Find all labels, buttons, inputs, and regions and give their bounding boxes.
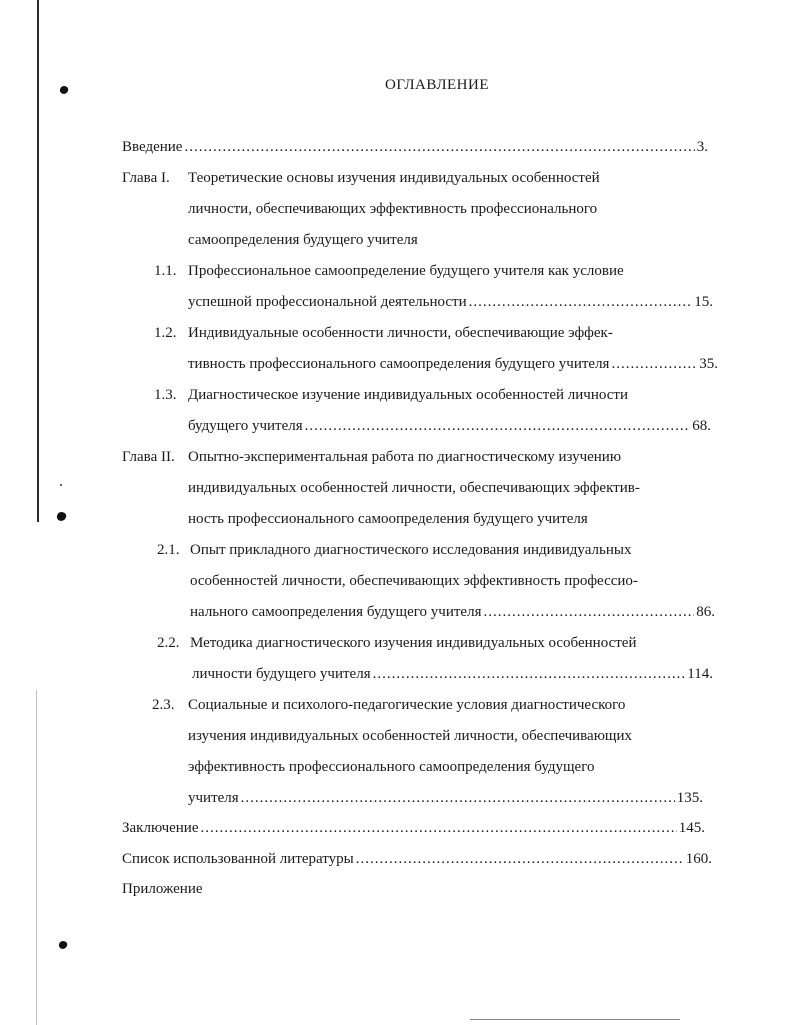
toc-entry-conclusion[interactable] [122, 817, 705, 839]
toc-page-number: 3. [696, 139, 708, 155]
toc-leader-dots [305, 415, 691, 437]
toc-line: Диагностическое изучение индивидуальных особенностей личности [188, 387, 628, 403]
scan-speck [60, 484, 62, 486]
toc-leader-dots [469, 291, 693, 313]
toc-line: Теоретические основы изучения индивидуальных особенностей [188, 170, 600, 186]
toc-line: индивидуальных особенностей личности, обеспечивающих эффектив- [188, 480, 640, 496]
binder-hole-mark-icon [58, 940, 68, 950]
toc-line: личности, обеспечивающих эффективность профессионального [188, 201, 598, 217]
toc-page-number: 68. [692, 418, 711, 434]
toc-page-number: 86. [696, 604, 715, 620]
toc-leader-dots [356, 848, 684, 870]
toc-label: Список использованной литературы [122, 851, 354, 867]
toc-page-number: 35. [699, 356, 718, 372]
toc-number: Глава I. [122, 170, 170, 186]
scan-margin-line-faint [36, 690, 37, 1025]
toc-leader-dots [483, 601, 694, 623]
toc-line: Социальные и психолого-педагогические условия диагностического [188, 697, 626, 713]
toc-last-line [188, 415, 711, 437]
toc-line: Профессиональное самоопределение будущего учителя как условие [188, 263, 624, 279]
toc-number: 1.1. [154, 263, 177, 279]
toc-page-number: 15. [694, 294, 713, 310]
toc-line: особенностей личности, обеспечивающих эффективность профессио- [190, 573, 638, 589]
toc-leader-dots [373, 663, 686, 685]
toc-page-number: 145. [678, 820, 705, 836]
toc-number: 1.2. [154, 325, 177, 341]
toc-entry-bibliography[interactable] [122, 848, 712, 870]
toc-line: успешной профессиональной деятельности [188, 294, 467, 310]
binder-hole-mark-icon [56, 511, 68, 523]
toc-last-line [192, 663, 713, 685]
toc-page-number: 135. [676, 790, 703, 806]
toc-page-number: 114. [687, 666, 713, 682]
toc-number: 2.3. [152, 697, 175, 713]
toc-line: эффективность профессионального самоопределения будущего [188, 759, 595, 775]
toc-number: 2.1. [157, 542, 180, 558]
toc-leader-dots [201, 817, 677, 839]
toc-line: ность профессионального самоопределения будущего учителя [188, 511, 588, 527]
toc-leader-dots [611, 353, 697, 375]
page-title: ОГЛАВЛЕНИЕ [385, 77, 489, 93]
toc-line: нального самоопределения будущего учителя [190, 604, 482, 620]
toc-line: Индивидуальные особенности личности, обеспечивающие эффек- [188, 325, 613, 341]
toc-number: 2.2. [157, 635, 180, 651]
toc-last-line [188, 787, 703, 809]
toc-leader-dots [184, 136, 694, 158]
toc-last-line [188, 291, 713, 313]
toc-line: тивность профессионального самоопределения будущего учителя [188, 356, 610, 372]
toc-line: самоопределения будущего учителя [188, 232, 418, 248]
toc-line: изучения индивидуальных особенностей личности, обеспечивающих [188, 728, 633, 744]
toc-number: 1.3. [154, 387, 177, 403]
toc-last-line [188, 353, 718, 375]
toc-page-number: 160. [685, 851, 712, 867]
toc-entry-introduction[interactable] [122, 136, 708, 158]
toc-label: Заключение [122, 820, 199, 836]
toc-line: Опыт прикладного диагностического исследования индивидуальных [190, 542, 632, 558]
toc-line: учителя [188, 790, 239, 806]
toc-line: Опытно-экспериментальная работа по диагностическому изучению [188, 449, 622, 465]
toc-number: Глава II. [122, 449, 175, 465]
toc-line: личности будущего учителя [192, 666, 371, 682]
toc-last-line [190, 601, 715, 623]
toc-entry-appendix[interactable]: Приложение [122, 881, 203, 897]
scan-bottom-line [470, 1019, 680, 1020]
toc-line: будущего учителя [188, 418, 303, 434]
toc-label: Введение [122, 139, 183, 155]
toc-line: Методика диагностического изучения индивидуальных особенностей [190, 635, 637, 651]
toc-leader-dots [241, 787, 675, 809]
